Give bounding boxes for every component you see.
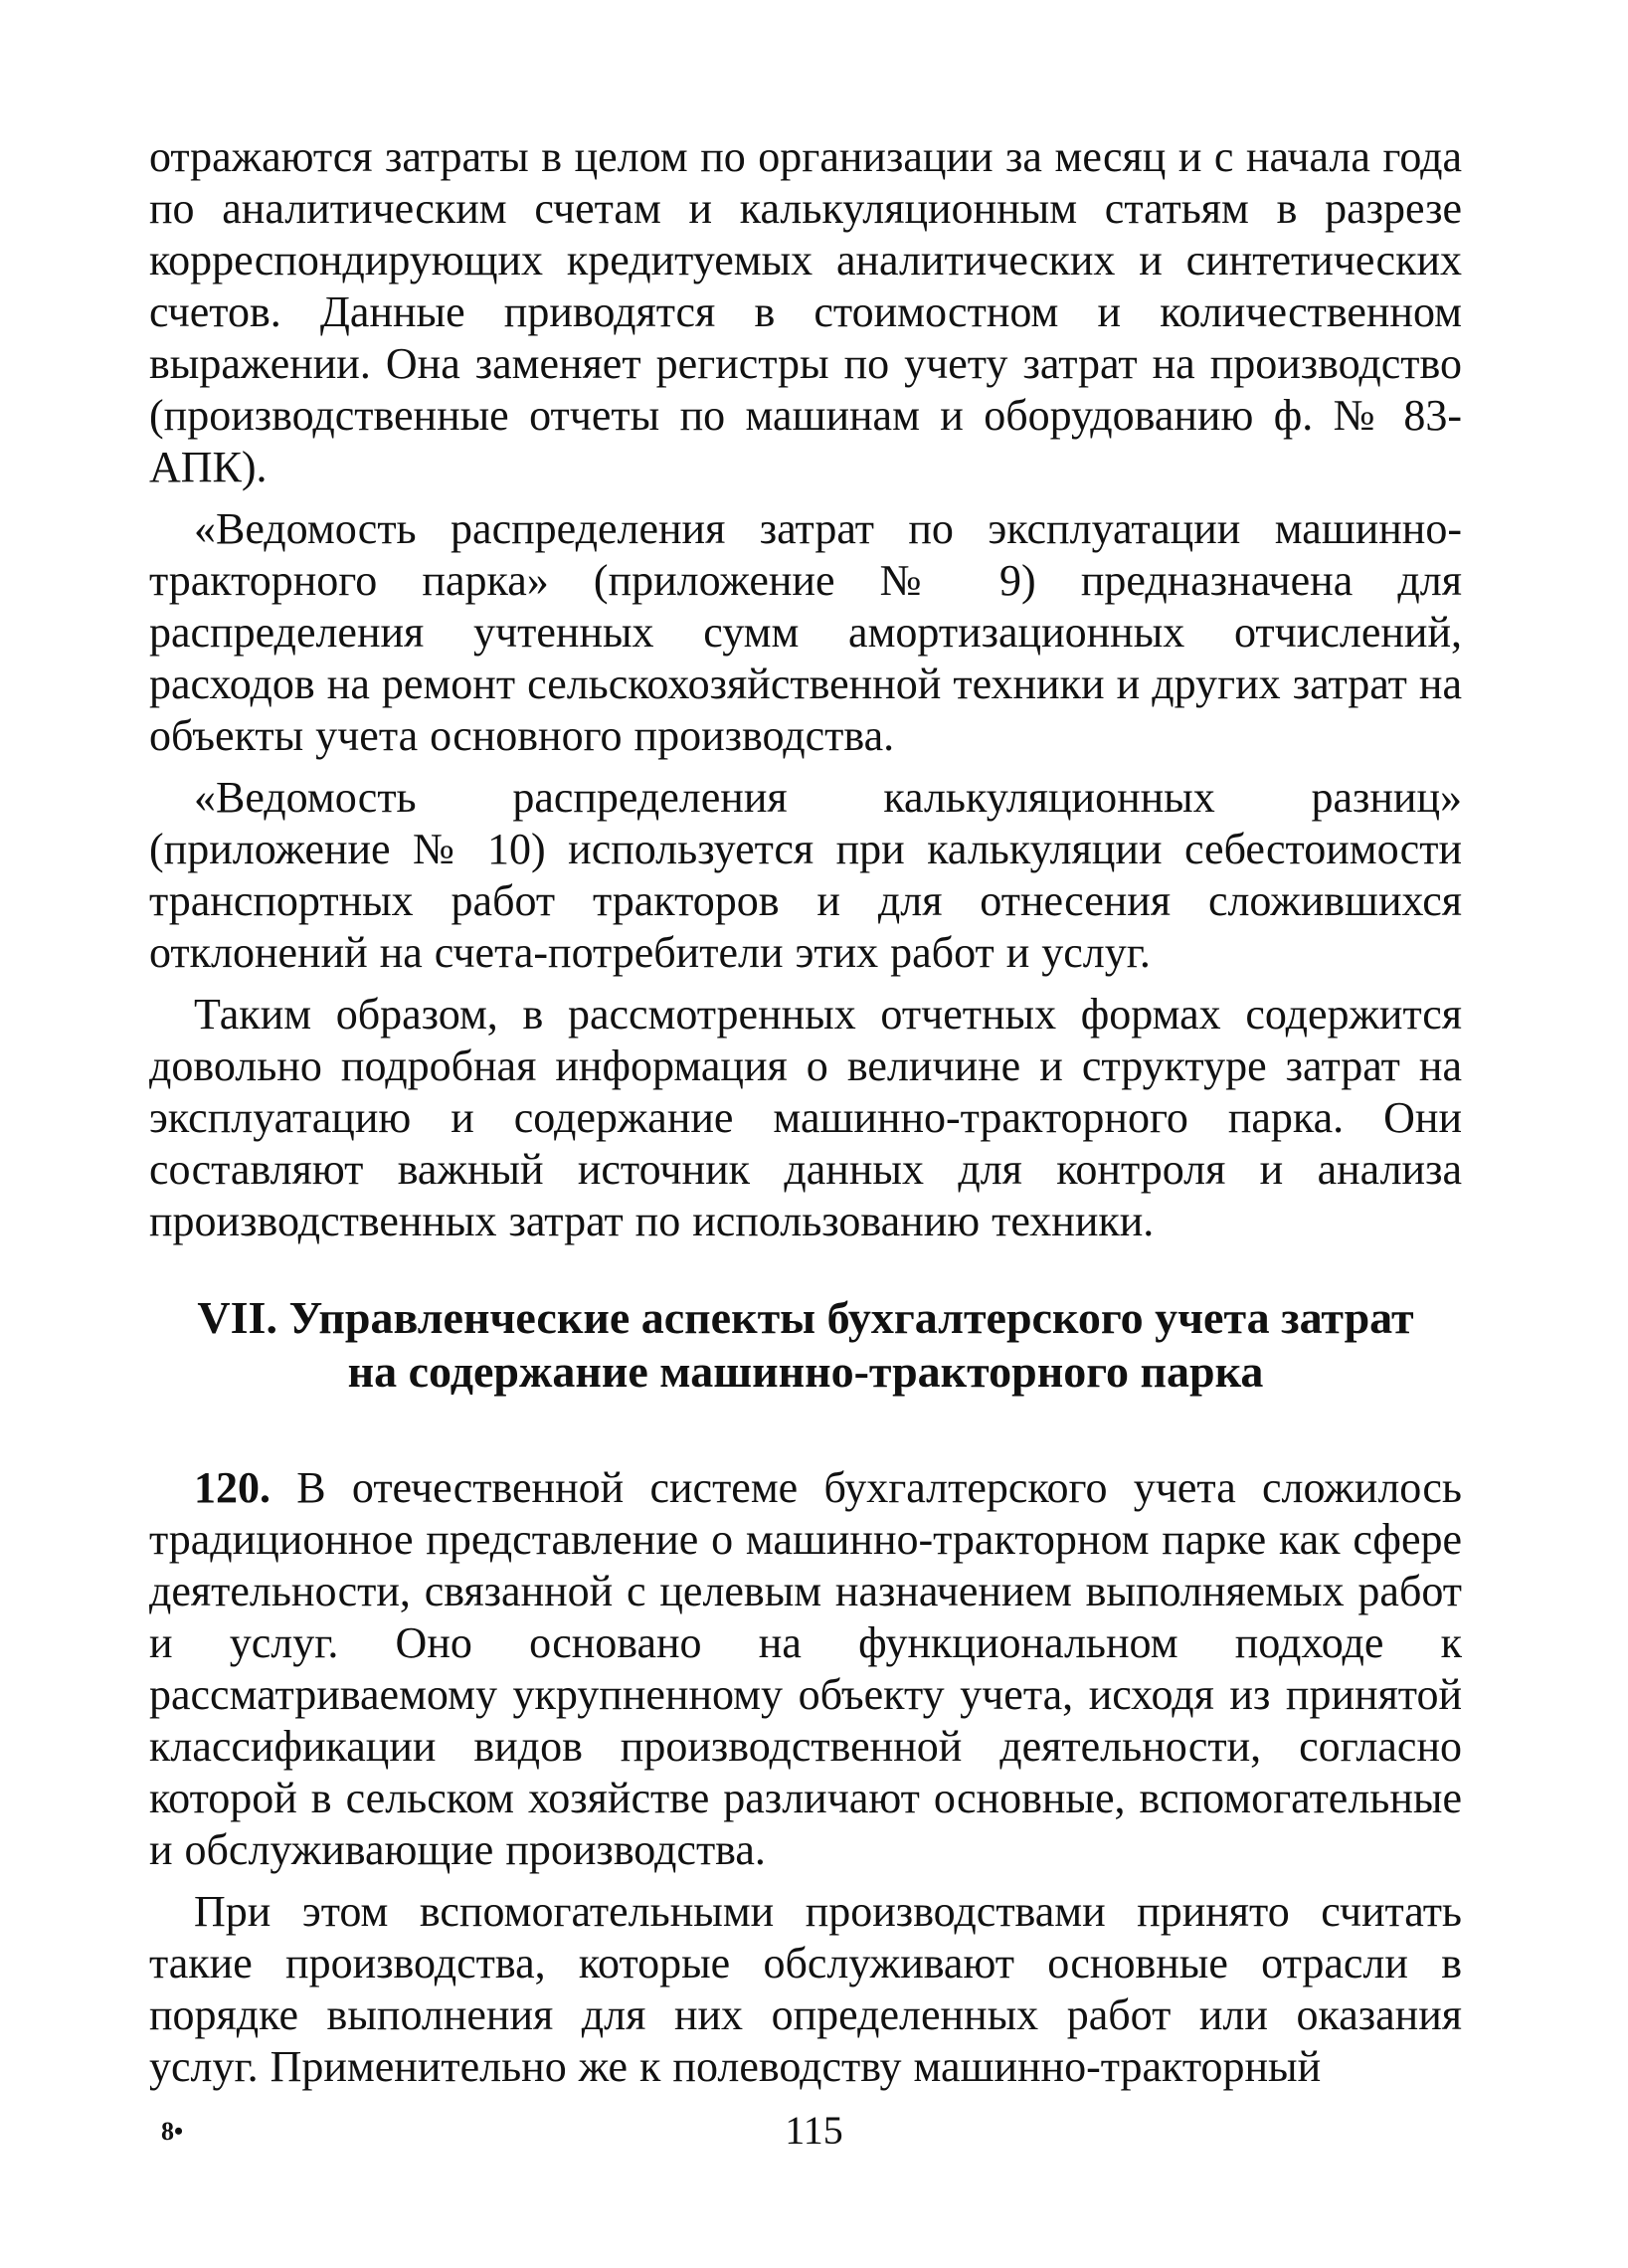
paragraph-number: 120. (194, 1463, 271, 1512)
paragraph-120 (149, 1462, 1462, 1876)
paragraph-summary: Таким образом, в рассмотренных отчетных формах содержится довольно подробная информация о величине и структуре затрат на эксплуатацию и содержание машинно-тракторного парка. Они составляют важный источник данных для контроля и анализа производственных затрат по использованию техники. (149, 990, 1462, 1245)
paragraph-auxiliary: При этом вспомогательными производствами принято считать такие производства, которые обслуживают основные отрасли в порядке выполнения для них определенных работ или оказания услуг. Применительно же к полеводству машинно-тракторный (149, 1887, 1462, 2091)
paragraph-continuation: отражаются затраты в целом по организации за месяц и с начала года по аналитическим счетам и калькуляционным статьям в разрезе корреспондирующих кредитуемых аналитических и синтетических счетов. Данные приводятся в стоимостном и количественном выражении. Она заменяет регистры по учету затрат на производство (производственные отчеты по машинам и оборудованию ф. № 83-АПК). (149, 132, 1462, 491)
signature-mark: 8• (161, 2117, 184, 2146)
paragraph-statement-10: «Ведомость распределения калькуляционных разниц» (приложение № 10) используется при калькуляции себестоимости транспортных работ тракторов и для отнесения сложившихся отклонений на счета-потребители этих работ и услуг. (149, 773, 1462, 977)
body-text-top (149, 131, 1462, 1247)
page-number: 115 (785, 2108, 843, 2153)
paragraph-120-text: В отечественной системе бухгалтерского учета сложилось традиционное представление о машинно-тракторном парке как сфере деятельности, связанной с целевым назначением выполняемых работ и услуг. Оно основано на функциональном подходе к рассматриваемому укрупненному объекту учета, исходя из принятой классификации видов производственной деятельности, согласно которой в сельском хозяйстве различают основные, вспомогательные и обслуживающие производства. (149, 1463, 1462, 1874)
section-heading-line-2: на содержание машинно-тракторного парка (347, 1346, 1264, 1397)
body-text-section (149, 1462, 1462, 2093)
section-heading-line-1: VII. Управленческие аспекты бухгалтерского учета затрат (197, 1292, 1414, 1343)
section-heading (149, 1291, 1462, 1399)
paragraph-statement-9: «Ведомость распределения затрат по эксплуатации машинно-тракторного парка» (приложение № 9) предназначена для распределения учтенных сумм амортизационных отчислений, расходов на ремонт сельскохозяйственной техники и других затрат на объекты учета основного производства. (149, 504, 1462, 760)
